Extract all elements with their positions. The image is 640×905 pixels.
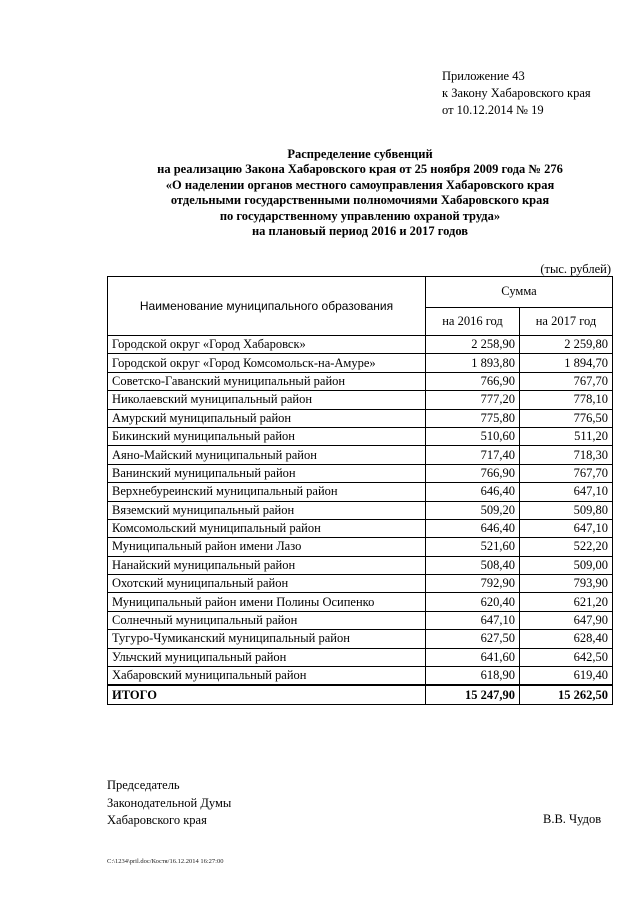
table-row [108, 556, 613, 574]
row-value-2017: 511,20 [520, 427, 613, 445]
row-name: Верхнебуреинский муниципальный район [108, 483, 426, 501]
table-row [108, 648, 613, 666]
row-value-2016: 777,20 [426, 391, 520, 409]
title-line: на реализацию Закона Хабаровского края от 25 ноября 2009 года № 276 [157, 162, 563, 177]
signature-line: Председатель [107, 778, 180, 792]
row-value-2017: 642,50 [520, 648, 613, 666]
units-label: (тыс. рублей) [540, 262, 611, 276]
row-name: Советско-Гаванский муниципальный район [108, 372, 426, 390]
row-value-2017: 522,20 [520, 538, 613, 556]
row-value-2016: 1 893,80 [426, 354, 520, 372]
table-row [108, 519, 613, 537]
title-line: на плановый период 2016 и 2017 годов [251, 224, 469, 239]
row-value-2017: 509,00 [520, 556, 613, 574]
row-name: Хабаровский муниципальный район [108, 667, 426, 686]
row-name: Аяно-Майский муниципальный район [108, 446, 426, 464]
table-body [108, 336, 613, 705]
total-label: ИТОГО [108, 685, 426, 704]
row-name: Городской округ «Город Комсомольск-на-Амуре» [108, 354, 426, 372]
table-row [108, 336, 613, 354]
table-row [108, 427, 613, 445]
appendix-line: к Закону Хабаровского края [442, 86, 591, 100]
row-value-2016: 510,60 [426, 427, 520, 445]
row-value-2016: 618,90 [426, 667, 520, 686]
appendix-line: от 10.12.2014 № 19 [442, 103, 544, 117]
row-value-2016: 627,50 [426, 630, 520, 648]
table-row [108, 538, 613, 556]
subsidy-table [107, 276, 613, 705]
table-row [108, 593, 613, 611]
table-row [108, 501, 613, 519]
column-header-2017: на 2017 год [520, 307, 613, 335]
document-title [100, 147, 620, 239]
row-name: Охотский муниципальный район [108, 575, 426, 593]
table-row [108, 483, 613, 501]
row-value-2016: 717,40 [426, 446, 520, 464]
column-header-sum: Сумма [426, 277, 613, 308]
row-value-2016: 792,90 [426, 575, 520, 593]
table-row [108, 409, 613, 427]
row-value-2017: 778,10 [520, 391, 613, 409]
signer-name: В.В. Чудов [543, 812, 602, 826]
table-row [108, 611, 613, 629]
title-line: отдельными государственными полномочиями Хабаровского края [170, 193, 550, 208]
row-value-2017: 509,80 [520, 501, 613, 519]
title-line: «О наделении органов местного самоуправления Хабаровского края [165, 177, 555, 192]
signature-line: Хабаровского края [107, 813, 207, 827]
row-value-2017: 628,40 [520, 630, 613, 648]
row-value-2017: 793,90 [520, 575, 613, 593]
row-name: Николаевский муниципальный район [108, 391, 426, 409]
appendix-line: Приложение 43 [442, 69, 525, 83]
row-name: Бикинский муниципальный район [108, 427, 426, 445]
total-row [108, 685, 613, 704]
row-value-2016: 620,40 [426, 593, 520, 611]
row-name: Муниципальный район имени Полины Осипенко [108, 593, 426, 611]
row-value-2016: 521,60 [426, 538, 520, 556]
signature-line: Законодательной Думы [107, 795, 232, 810]
table-row [108, 391, 613, 409]
appendix-note [442, 68, 591, 119]
row-value-2016: 508,40 [426, 556, 520, 574]
row-value-2016: 646,40 [426, 483, 520, 501]
row-value-2017: 2 259,80 [520, 336, 613, 354]
column-header-name: Наименование муниципального образования [108, 277, 426, 336]
table-row [108, 630, 613, 648]
table-row [108, 575, 613, 593]
signature-block [107, 777, 231, 830]
row-name: Солнечный муниципальный район [108, 611, 426, 629]
row-value-2016: 775,80 [426, 409, 520, 427]
file-path-footer: C:\1234\pril.doc/Костя/16.12.2014 16:27:00 [107, 858, 224, 865]
total-2016: 15 247,90 [426, 685, 520, 704]
table-row [108, 372, 613, 390]
row-name: Городской округ «Город Хабаровск» [108, 336, 426, 354]
title-line: по государственному управлению охраной труда» [219, 208, 501, 223]
row-value-2016: 509,20 [426, 501, 520, 519]
column-header-2016: на 2016 год [426, 307, 520, 335]
row-name: Ульчский муниципальный район [108, 648, 426, 666]
row-value-2017: 776,50 [520, 409, 613, 427]
row-value-2017: 647,10 [520, 483, 613, 501]
row-name: Нанайский муниципальный район [108, 556, 426, 574]
table-row [108, 446, 613, 464]
row-name: Тугуро-Чумиканский муниципальный район [108, 630, 426, 648]
row-value-2017: 647,90 [520, 611, 613, 629]
table-row [108, 464, 613, 482]
row-name: Муниципальный район имени Лазо [108, 538, 426, 556]
row-name: Амурский муниципальный район [108, 409, 426, 427]
row-value-2017: 647,10 [520, 519, 613, 537]
row-value-2017: 621,20 [520, 593, 613, 611]
title-line: Распределение субвенций [287, 147, 433, 161]
row-value-2017: 1 894,70 [520, 354, 613, 372]
row-name: Ванинский муниципальный район [108, 464, 426, 482]
row-value-2017: 619,40 [520, 667, 613, 686]
row-name: Комсомольский муниципальный район [108, 519, 426, 537]
row-value-2017: 767,70 [520, 372, 613, 390]
total-2017: 15 262,50 [520, 685, 613, 704]
row-value-2016: 647,10 [426, 611, 520, 629]
row-value-2016: 641,60 [426, 648, 520, 666]
row-value-2017: 767,70 [520, 464, 613, 482]
row-value-2016: 646,40 [426, 519, 520, 537]
table-row [108, 354, 613, 372]
row-value-2017: 718,30 [520, 446, 613, 464]
row-value-2016: 2 258,90 [426, 336, 520, 354]
table-row [108, 667, 613, 686]
row-value-2016: 766,90 [426, 464, 520, 482]
row-name: Вяземский муниципальный район [108, 501, 426, 519]
row-value-2016: 766,90 [426, 372, 520, 390]
